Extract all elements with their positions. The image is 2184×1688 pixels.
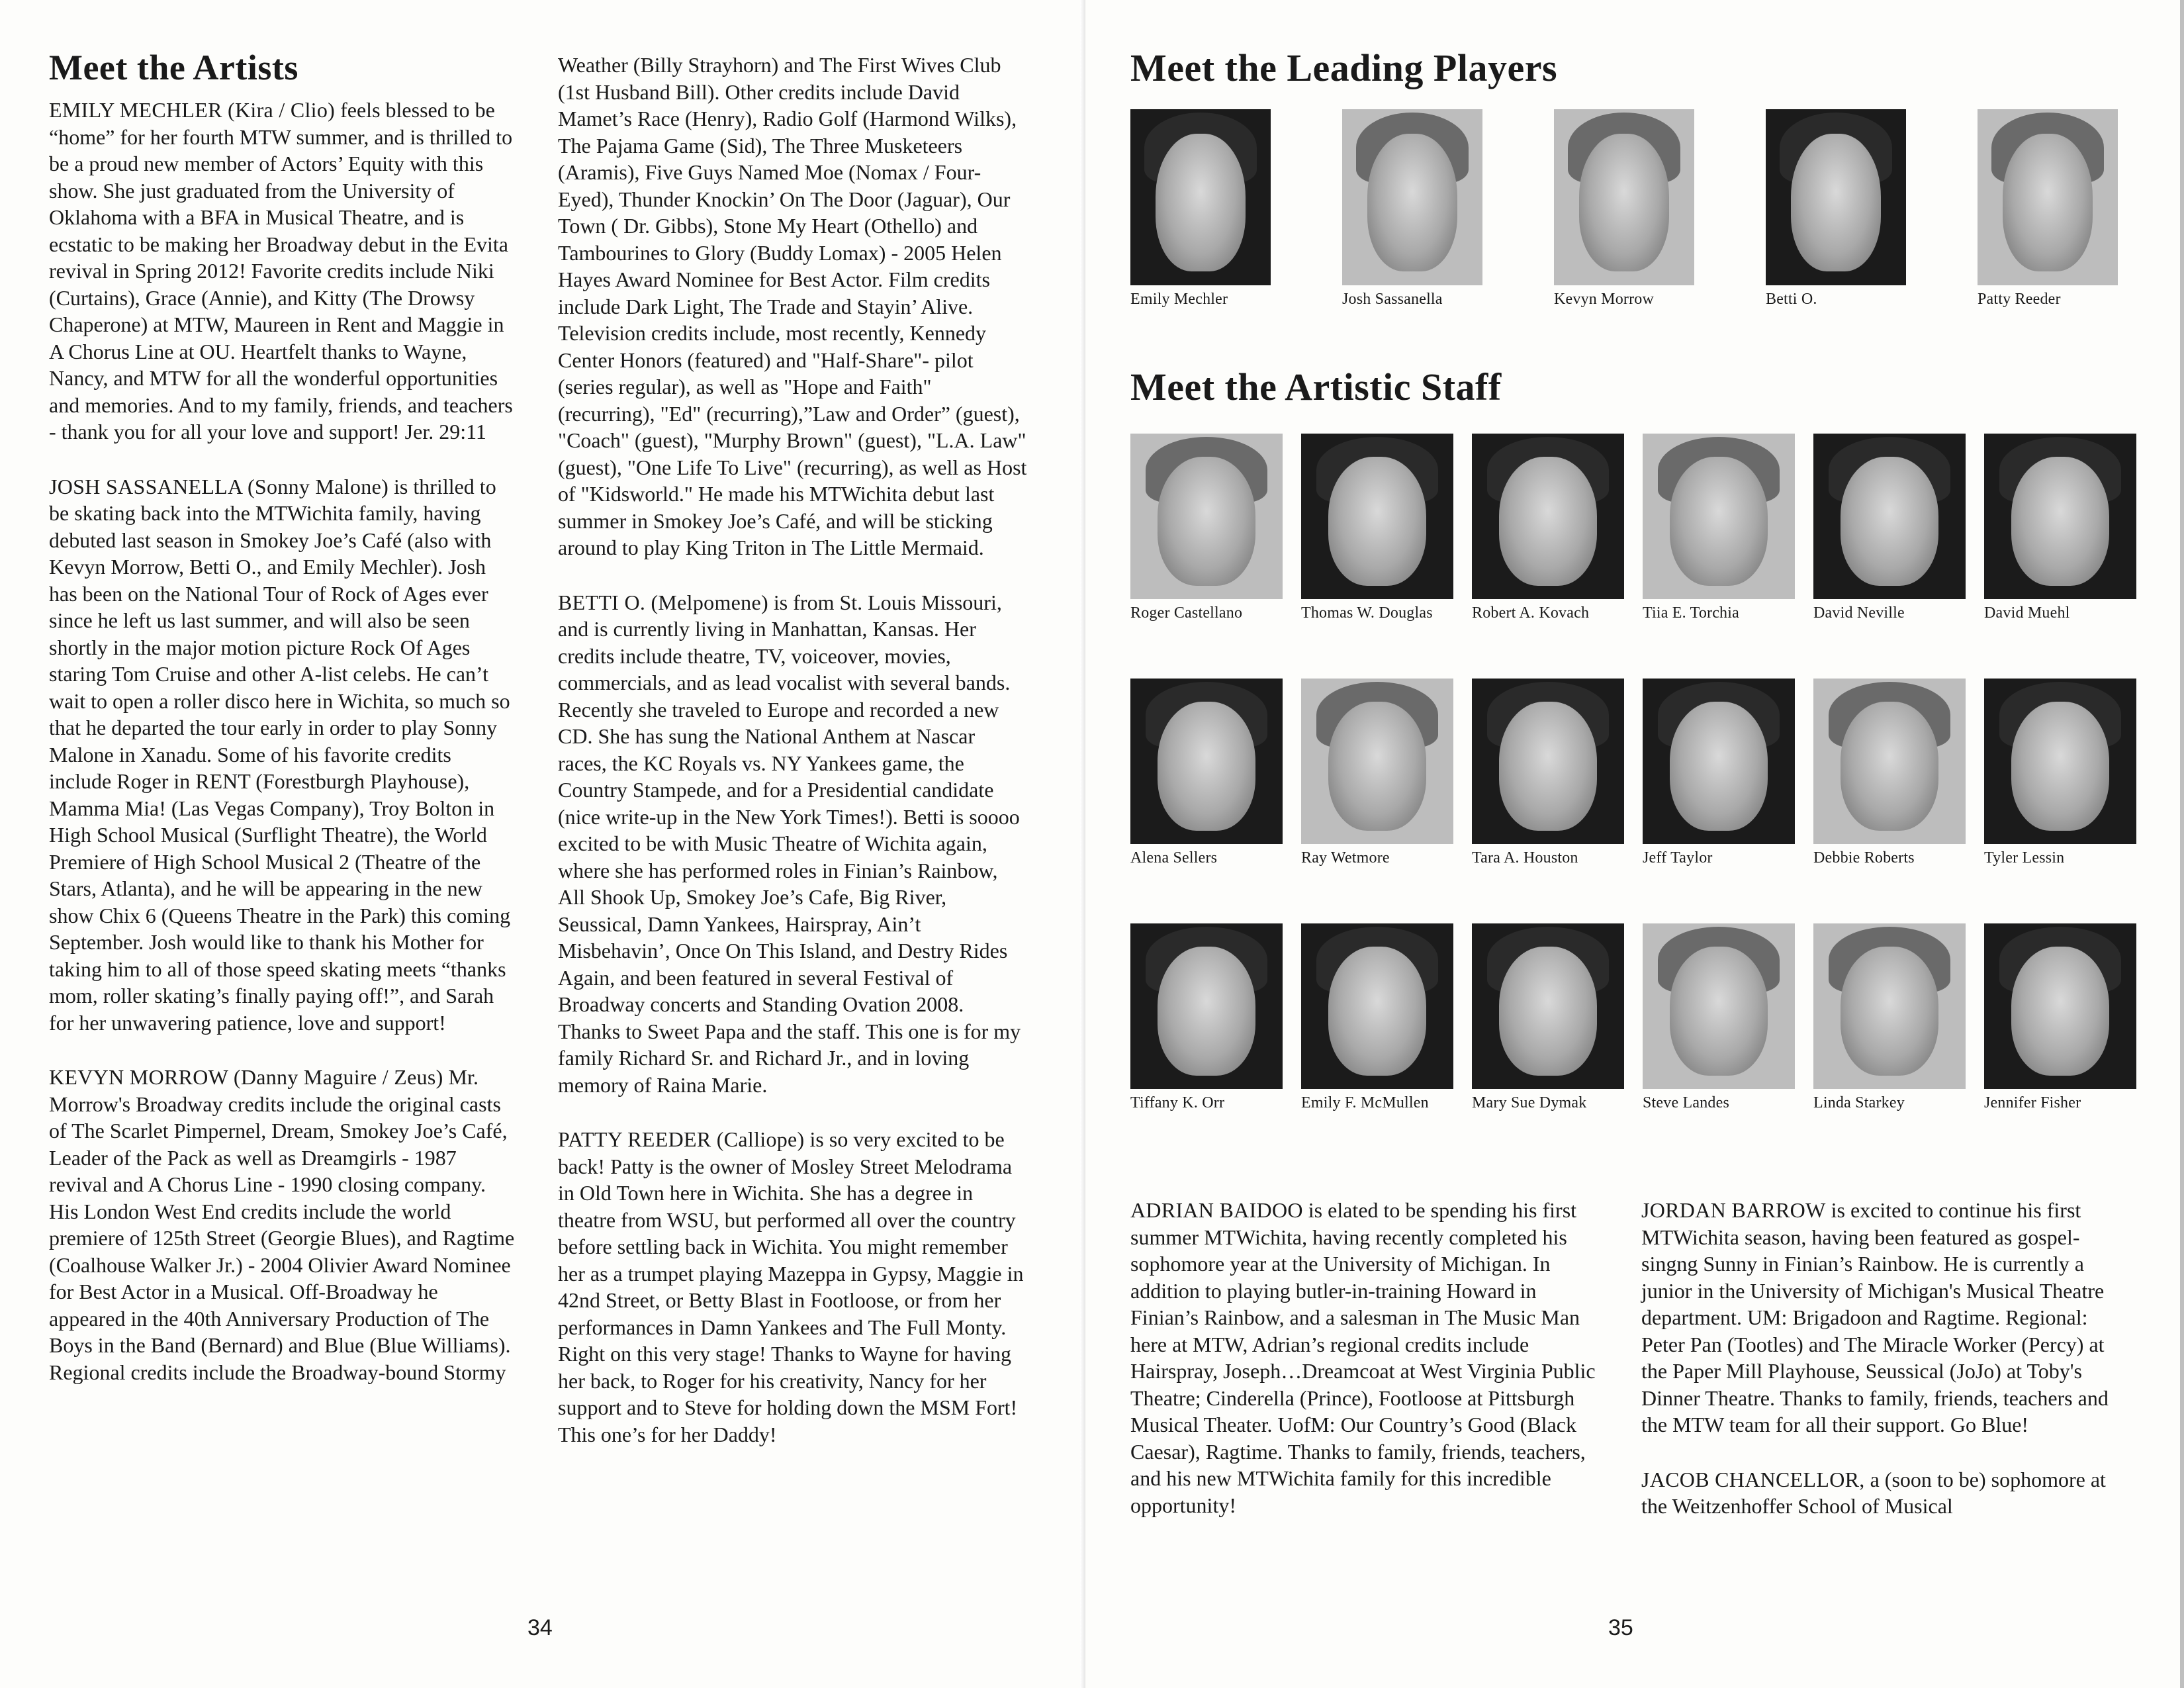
player-card (1130, 109, 1271, 308)
right-page (1085, 0, 2184, 1688)
bio-emily-mechler (49, 97, 519, 445)
staff-card (1643, 679, 1795, 867)
staff-row-1 (1130, 434, 2136, 622)
headshot-photo (1130, 434, 1283, 599)
bio-text: is from St. Louis Missouri, and is currently living in Manhattan, Kansas. Her credits include theatre, TV, voiceover, movies, commercials, and as lead vocalist with several bands. Recently she traveled to Europe and recorded a new CD. She has sung the National Anthem at Nascar races, the KC Royals vs. NY Yankees game, the Country Stampede, and for a Presidential candidate (nice write-up in the New York Times!). Betti is soooo excited to be with Music Theatre of Wichita again, where she has performed roles in Finian’s Rainbow, All Shook Up, Smokey Joe’s Cafe, Big River, Seussical, Damn Yankees, Hairspray, Ain’t Misbehavin’, Once On This Island, and Destry Rides Again, and been featured in several Festival of Broadway concerts and Standing Ovation 2008. Thanks to Sweet Papa and the staff. This one is for my family Richard Sr. and Richard Jr., and in loving memory of Raina Marie. (558, 590, 1021, 1097)
bio-name: EMILY MECHLER (Kira / Clio) (49, 98, 336, 122)
left-page (0, 0, 1085, 1688)
headshot-photo (1813, 923, 1966, 1089)
staff-name: Thomas W. Douglas (1301, 604, 1433, 622)
player-name: Betti O. (1766, 291, 1817, 308)
staff-card (1130, 923, 1283, 1112)
staff-row-3 (1130, 923, 2136, 1112)
player-name: Kevyn Morrow (1554, 291, 1655, 308)
bio-name: JOSH SASSANELLA (Sonny Malone) (49, 474, 389, 498)
staff-name: Roger Castellano (1130, 604, 1243, 622)
headshot-photo (1130, 109, 1271, 285)
page-heading-artists: Meet the Artists (49, 48, 298, 87)
player-card (1554, 109, 1694, 308)
staff-name: Jeff Taylor (1643, 849, 1713, 867)
right-column-2 (1641, 1197, 2111, 1548)
staff-card (1301, 679, 1453, 867)
bio-betti-o (558, 589, 1028, 1099)
headshot-photo (1984, 434, 2136, 599)
player-name: Josh Sassanella (1342, 291, 1443, 308)
headshot-photo (1643, 923, 1795, 1089)
player-name: Emily Mechler (1130, 291, 1228, 308)
leading-players-heading: Meet the Leading Players (1130, 46, 1558, 89)
staff-name: Alena Sellers (1130, 849, 1218, 867)
bio-text: feels blessed to be “home” for her fourth MTW summer, and is thrilled to be a proud new member of Actors’ Equity with this show. She just graduated from the University of Oklahoma with a BFA in Musical Theatre, and is ecstatic to be making her Broadway debut in the Evita revival in Spring 2012! Favorite credits include Niki (Curtains), Grace (Annie), and Kitty (The Drowsy Chaperone) at MTW, Maureen in Rent and Maggie in A Chorus Line at OU. Heartfelt thanks to Wayne, Nancy, and MTW for all the wonderful opportunities and memories. And to my family, friends, and teachers - thank you for all your love and support! Jer. 29:11 (49, 98, 513, 444)
bio-name: JORDAN BARROW (1641, 1198, 1826, 1222)
bio-name: KEVYN MORROW (Danny Maguire / Zeus) (49, 1065, 443, 1089)
bio-adrian-baidoo (1130, 1197, 1600, 1519)
headshot-photo (1978, 109, 2118, 285)
staff-name: Emily F. McMullen (1301, 1094, 1429, 1111)
staff-card (1472, 679, 1624, 867)
bio-text: a (soon to be) sophomore at the Weitzenhoffer School of Musical (1641, 1467, 2106, 1518)
bio-text: Mr. Morrow's Broadway credits include the original casts of The Scarlet Pimpernel, Dream, Smokey Joe’s Café, Leader of the Pack as well as Dreamgirls - 1987 revival and A Chorus Line - 1990 closing company. His London West End credits include the world premiere of 125th Street (Georgie Blues), and Ragtime (Coalhouse Walker Jr.) - 2004 Olivier Award Nominee for Best Actor in a Musical. Off-Broadway he appeared in the 40th Anniversary Production of The Boys in the Band (Bernard) and Blue (Blue Williams). Regional credits include the Broadway-bound Stormy (49, 1065, 515, 1384)
staff-name: David Neville (1813, 604, 1905, 622)
headshot-photo (1554, 109, 1694, 285)
bio-jordan-barrow (1641, 1197, 2111, 1438)
left-column-1 (49, 46, 519, 1413)
bio-text: is thrilled to be skating back into the MTWichita family, having debuted last season in Smokey Joe’s Café (also with Kevyn Morrow, Betti O., and Emily Mechler). Josh has been on the National Tour of Rock of Ages ever since he left us last summer, and will also be seen shortly in the major motion picture Rock Of Ages staring Tom Cruise and other A-list celebs. He can’t wait to open a roller disco here in Wichita, so much so that he departed the tour early in order to play Sonny Malone in Xanadu. Some of his favorite credits include Roger in RENT (Forestburgh Playhouse), Mamma Mia! (Las Vegas Company), Troy Bolton in High School Musical (Surflight Theatre), the World Premiere of High School Musical 2 (Theatre of the Stars, Atlanta), and he will be appearing in the new show Chix 6 (Queens Theatre in the Park) this coming September. Josh would like to thank his Mother for taking him to all of those speed skating meets “thanks mom, roller skating’s finally paying off!”, and Sarah for her unwavering patience, love and support! (49, 474, 511, 1035)
staff-card (1643, 434, 1795, 622)
staff-card (1472, 923, 1624, 1112)
staff-name: Tiffany K. Orr (1130, 1094, 1225, 1111)
staff-name: Jennifer Fisher (1984, 1094, 2081, 1111)
staff-card (1130, 434, 1283, 622)
headshot-photo (1301, 679, 1453, 844)
bio-kevyn-morrow-continued: Weather (Billy Strayhorn) and The First Wives Club (1st Husband Bill). Other credits include David Mamet’s Race (Henry), Radio Golf (Harmond Wilks), The Pajama Game (Sid), The Three Musketeers (Aramis), Five Guys Named Moe (Nomax / Four-Eyed), Thunder Knockin’ On The Door (Jaguar), Our Town ( Dr. Gibbs), Stone My Heart (Othello) and Tambourines to Glory (Buddy Lomax) - 2005 Helen Hayes Award Nominee for Best Actor. Film credits include Dark Light, The Trade and Stayin’ Alive. Television credits include, most recently, Kennedy Center Honors (featured) and "Half-Share"- pilot (series regular), as well as "Hope and Faith" (recurring), "Ed" (recurring),”Law and Order” (guest), "Coach" (guest), "Murphy Brown" (guest), "L.A. Law" (guest), "One Life To Live" (recurring), as well as Host of "Kidsworld." He made his MTWichita debut last summer in Smokey Joe’s Café, and will be sticking around to play King Triton in The Little Mermaid. (558, 53, 1027, 559)
headshot-photo (1813, 434, 1966, 599)
headshot-photo (1813, 679, 1966, 844)
headshot-photo (1342, 109, 1482, 285)
headshot-photo (1130, 923, 1283, 1089)
bio-name: BETTI O. (Melpomene) (558, 590, 768, 614)
headshot-photo (1643, 434, 1795, 599)
player-card (1766, 109, 1906, 308)
staff-name: Tara A. Houston (1472, 849, 1578, 867)
staff-name: Linda Starkey (1813, 1094, 1905, 1111)
headshot-photo (1766, 109, 1906, 285)
headshot-photo (1472, 679, 1624, 844)
staff-name: Ray Wetmore (1301, 849, 1390, 867)
staff-card (1813, 923, 1966, 1112)
artistic-staff-heading: Meet the Artistic Staff (1130, 365, 1502, 408)
player-name: Patty Reeder (1978, 291, 2061, 308)
bio-josh-sassanella (49, 473, 519, 1037)
bio-text: is excited to continue his first MTWichita season, having been featured as gospel-singng Sunny in Finian’s Rainbow. He is currently a junior in the University of Michigan's Musical Theatre department. UM: Brigadoon and Ragtime. Regional: Peter Pan (Tootles) and The Miracle Worker (Percy) at the Paper Mill Playhouse, Seussical (JoJo) at Toby's Dinner Theatre. Thanks to family, friends, teachers and the MTW team for all their support. Go Blue! (1641, 1198, 2109, 1436)
staff-row-2 (1130, 679, 2136, 867)
bio-name: PATTY REEDER (Calliope) (558, 1127, 805, 1151)
player-card (1978, 109, 2118, 308)
staff-card (1984, 679, 2136, 867)
staff-card (1301, 923, 1453, 1112)
right-column-1 (1130, 1197, 1600, 1546)
page-number: 35 (1608, 1615, 1633, 1640)
bio-name: ADRIAN BAIDOO (1130, 1198, 1303, 1222)
staff-name: Tiia E. Torchia (1643, 604, 1739, 622)
staff-card (1813, 679, 1966, 867)
staff-name: David Muehl (1984, 604, 2070, 622)
staff-name: Robert A. Kovach (1472, 604, 1590, 622)
headshot-photo (1301, 434, 1453, 599)
headshot-photo (1130, 679, 1283, 844)
staff-name: Debbie Roberts (1813, 849, 1915, 867)
headshot-photo (1984, 679, 2136, 844)
bio-name: JACOB CHANCELLOR, (1641, 1467, 1865, 1491)
staff-card (1130, 679, 1283, 867)
bio-patty-reeder (558, 1126, 1028, 1448)
player-card (1342, 109, 1482, 308)
staff-card (1984, 434, 2136, 622)
headshot-photo (1643, 679, 1795, 844)
headshot-photo (1984, 923, 2136, 1089)
page-edge (2180, 0, 2184, 1688)
leading-players-grid (1130, 109, 2118, 308)
staff-card (1472, 434, 1624, 622)
staff-card (1301, 434, 1453, 622)
staff-card (1813, 434, 1966, 622)
left-column-2 (558, 52, 1028, 1476)
bio-kevyn-morrow (49, 1064, 519, 1385)
bio-text: is so very excited to be back! Patty is the owner of Mosley Street Melodrama in Old Town here in Wichita. She has a degree in theatre from WSU, but performed all over the country before settling back in Wichita. You might remember her as a trumpet playing Mazeppa in Gypsy, Maggie in 42nd Street, or Betty Blast in Footloose, or from her performances in Damn Yankees and The Full Monty. Right on this very stage! Thanks to Wayne for having her back, to Roger for his creativity, Nancy for her support and to Steve for holding down the MSM Fort! This one’s for her Daddy! (558, 1127, 1024, 1446)
headshot-photo (1301, 923, 1453, 1089)
bio-jacob-chancellor (1641, 1466, 2111, 1520)
staff-card (1643, 923, 1795, 1112)
headshot-photo (1472, 923, 1624, 1089)
staff-card (1984, 923, 2136, 1112)
staff-name: Steve Landes (1643, 1094, 1730, 1111)
staff-name: Tyler Lessin (1984, 849, 2065, 867)
bio-text: is elated to be spending his first summer MTWichita, having recently completed his sophomore year at the University of Michigan. In addition to playing butler-in-training Howard in Finian’s Rainbow, and a salesman in The Music Man here at MTW, Adrian’s regional credits include Hairspray, Joseph…Dreamcoat at West Virginia Public Theatre; Cinderella (Prince), Footloose at Pittsburgh Musical Theater. UofM: Our Country’s Good (Black Caesar), Ragtime. Thanks to family, friends, teachers, and his new MTWichita family for this incredible opportunity! (1130, 1198, 1596, 1517)
staff-name: Mary Sue Dymak (1472, 1094, 1587, 1111)
headshot-photo (1472, 434, 1624, 599)
page-number: 34 (527, 1615, 553, 1640)
